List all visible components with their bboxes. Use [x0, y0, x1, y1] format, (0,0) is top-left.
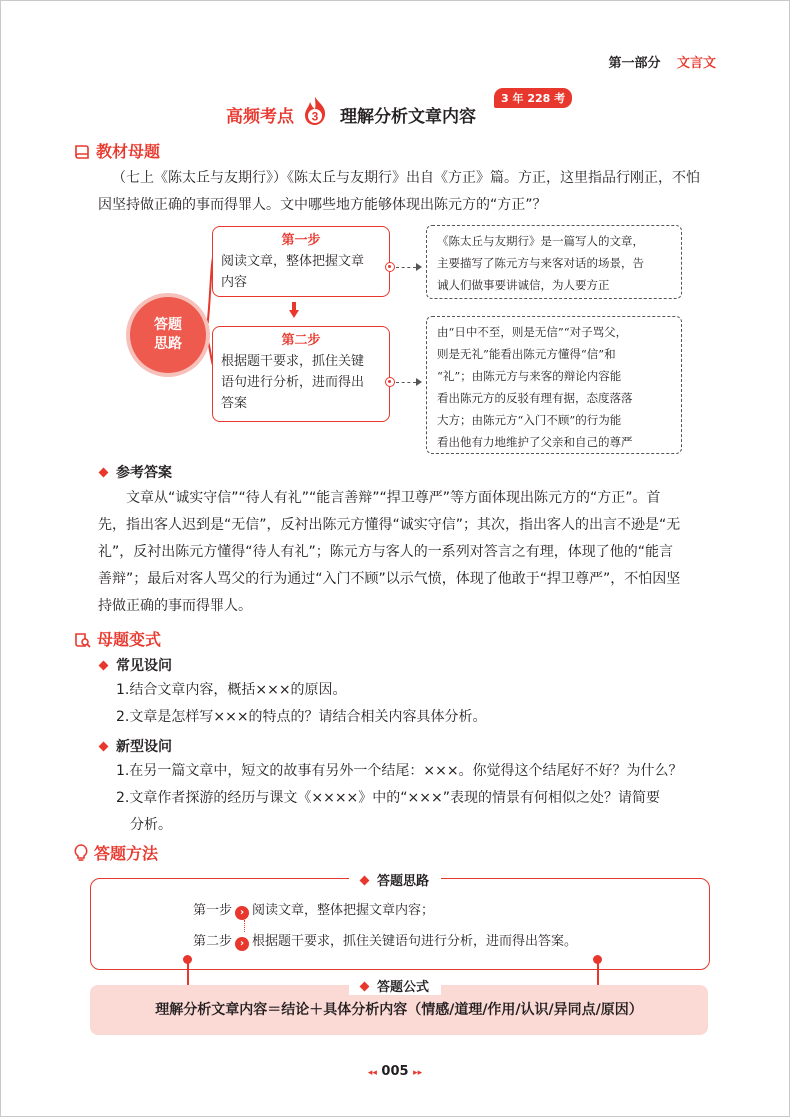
- new-question-1: 1.在另一篇文章中，短文的故事有另外一个结尾：×××。你觉得这个结尾好不好？为什么？: [116, 763, 683, 779]
- answer-line-5: 持做正确的事而得罪人。: [98, 598, 252, 614]
- arrow-down-icon: [289, 302, 299, 318]
- new-question-2-line-1: 2.文章作者探游的经历与课文《××××》中的“×××”表现的情景有何相似之处？请简要: [116, 790, 660, 806]
- diamond-bullet-icon: [99, 742, 109, 752]
- step-1-line-2: 内容: [221, 275, 248, 290]
- method-step-2-text: 根据题干要求，抓住关键语句进行分析，进而得出答案。: [252, 934, 578, 949]
- diamond-bullet-icon: [99, 661, 109, 671]
- answer-heading: [100, 462, 172, 482]
- question-line-2: 因坚持做正确的事而得罪人。文中哪些地方能够体现出陈元方的“方正”？: [98, 197, 547, 213]
- method-thinking-title-text: 答题思路: [376, 874, 429, 889]
- note-2-line-2: 则是无礼”能看出陈元方懂得“信”和: [437, 347, 616, 361]
- chevron-right-icon: ›: [235, 906, 249, 920]
- book-search-icon: [74, 632, 91, 648]
- note-2-line-3: “礼”；由陈元方与来客的辩论内容能: [437, 369, 622, 383]
- answer-line-4: 善辩”；最后对客人骂父的行为通过“入门不顾”以示气愤，体现了他敢于“捍卫尊严”，不怕因坚: [98, 571, 681, 587]
- formula-text: 理解分析文章内容＝结论＋具体分析内容（情感/道理/作用/认识/异同点/原因）: [155, 1002, 643, 1018]
- answer-text: [98, 485, 724, 620]
- dashed-arrow-1: [416, 263, 422, 271]
- thinking-circle-l2: 思路: [154, 336, 182, 352]
- note-2-line-4: 看出陈元方的反驳有理有据，态度落落: [437, 391, 633, 405]
- flame-icon: [302, 96, 328, 126]
- new-questions: [116, 758, 726, 839]
- header-section: 文言文: [676, 56, 716, 71]
- page-footer: [0, 1064, 790, 1079]
- method-step-1-label: 第一步: [193, 903, 233, 918]
- pin-dot-left: [183, 955, 192, 964]
- page-number: 005: [381, 1064, 409, 1079]
- note-1-line-1: 《陈太丘与友期行》是一篇写人的文章，: [437, 234, 644, 248]
- header-part: 第一部分: [608, 56, 661, 71]
- note-1-box: [426, 225, 682, 299]
- section-textbook: [74, 139, 160, 162]
- question-text: [98, 165, 700, 219]
- answer-line-2: 先，指出客人迟到是“无信”，反衬出陈元方懂得“诚实守信”；其次，指出客人的出言不逊是“无: [98, 517, 681, 533]
- dashed-line-2: [396, 382, 416, 383]
- chevron-right-icon: ›: [235, 937, 249, 951]
- dashed-line-1: [396, 267, 416, 268]
- common-question-2: 2.文章是怎样写×××的特点的？请结合相关内容具体分析。: [116, 709, 487, 725]
- common-question-1: 1.结合文章内容，概括×××的原因。: [116, 682, 347, 698]
- topic-number: 3: [311, 109, 319, 124]
- new-heading-text: 新型设问: [116, 739, 172, 755]
- thinking-circle-l1: 答题: [154, 317, 182, 333]
- topic-prefix: 高频考点: [226, 107, 294, 127]
- pin-dot-right: [593, 955, 602, 964]
- section-method: [74, 841, 158, 864]
- footer-right-arrows-icon: ▸▸: [413, 1068, 423, 1078]
- section-method-heading: 答题方法: [94, 844, 159, 863]
- topic-title: [222, 92, 602, 130]
- new-question-2-line-2: 分析。: [130, 817, 172, 833]
- formula-title: [349, 980, 441, 995]
- connector-dot-2: [385, 377, 395, 387]
- note-1-line-3: 诫人们做事要讲诚信，为人要方正: [437, 278, 610, 292]
- formula-title-text: 答题公式: [376, 980, 429, 995]
- note-2-line-1: 由“日中不至，则是无信”“对子骂父，: [437, 325, 628, 339]
- step-connector: [244, 920, 245, 932]
- thinking-circle: [130, 297, 206, 373]
- answer-heading-text: 参考答案: [116, 465, 172, 481]
- step-1-box: [212, 226, 390, 297]
- lightbulb-icon: [74, 844, 88, 862]
- note-2-box: [426, 316, 682, 454]
- section-variants: [74, 627, 161, 650]
- method-thinking-title-row: [0, 870, 790, 889]
- method-step-1: [193, 901, 434, 921]
- step-2-box: [212, 326, 390, 422]
- connector-dot-1: [385, 262, 395, 272]
- diamond-bullet-icon: [99, 468, 109, 478]
- note-1-line-2: 主要描写了陈元方与来客对话的场景，告: [437, 256, 644, 270]
- common-heading-text: 常见设问: [116, 658, 172, 674]
- answer-line-1: 文章从“诚实守信”“待人有礼”“能言善辩”“捍卫尊严”等方面体现出陈元方的“方正”。首: [126, 490, 661, 506]
- diamond-bullet-icon: [360, 982, 370, 992]
- running-header: [608, 52, 716, 71]
- step-2-title: 第二步: [281, 333, 321, 348]
- exam-count-badge: 3 年 228 考: [494, 88, 572, 108]
- note-2-line-6: 看出他有力地维护了父亲和自己的尊严: [437, 435, 633, 449]
- diamond-bullet-icon: [360, 876, 370, 886]
- answer-line-3: 礼”，反衬出陈元方懂得“待人有礼”；陈元方与客人的一系列对答言之有理，体现了他的“能言: [98, 544, 674, 560]
- section-textbook-heading: 教材母题: [96, 142, 161, 161]
- method-step-2-label: 第二步: [193, 934, 233, 949]
- step-1-line-1: 阅读文章，整体把握文章: [221, 254, 365, 269]
- step-2-line-1: 根据题干要求，抓住关键: [221, 354, 365, 369]
- dashed-arrow-2: [416, 378, 422, 386]
- book-icon: [74, 144, 90, 160]
- question-line-1: （七上《陈太丘与友期行》）《陈太丘与友期行》出自《方正》篇。方正，这里指品行刚正，不怕: [112, 170, 700, 186]
- formula-title-row: [0, 976, 790, 995]
- section-variants-heading: 母题变式: [97, 630, 162, 649]
- step-2-line-2: 语句进行分析，进而得出: [221, 375, 365, 390]
- step-1-title: 第一步: [281, 233, 321, 248]
- new-heading: [100, 736, 172, 756]
- topic-name: 理解分析文章内容: [340, 107, 476, 127]
- method-step-1-text: 阅读文章，整体把握文章内容；: [252, 903, 435, 918]
- method-thinking-title: [349, 874, 441, 889]
- footer-left-arrows-icon: ◂◂: [367, 1068, 377, 1078]
- common-questions: [116, 677, 487, 731]
- note-2-line-5: 大方；由陈元方“入门不顾”的行为能: [437, 413, 622, 427]
- step-2-line-3: 答案: [221, 396, 248, 411]
- method-step-2: [193, 932, 577, 952]
- common-heading: [100, 655, 172, 675]
